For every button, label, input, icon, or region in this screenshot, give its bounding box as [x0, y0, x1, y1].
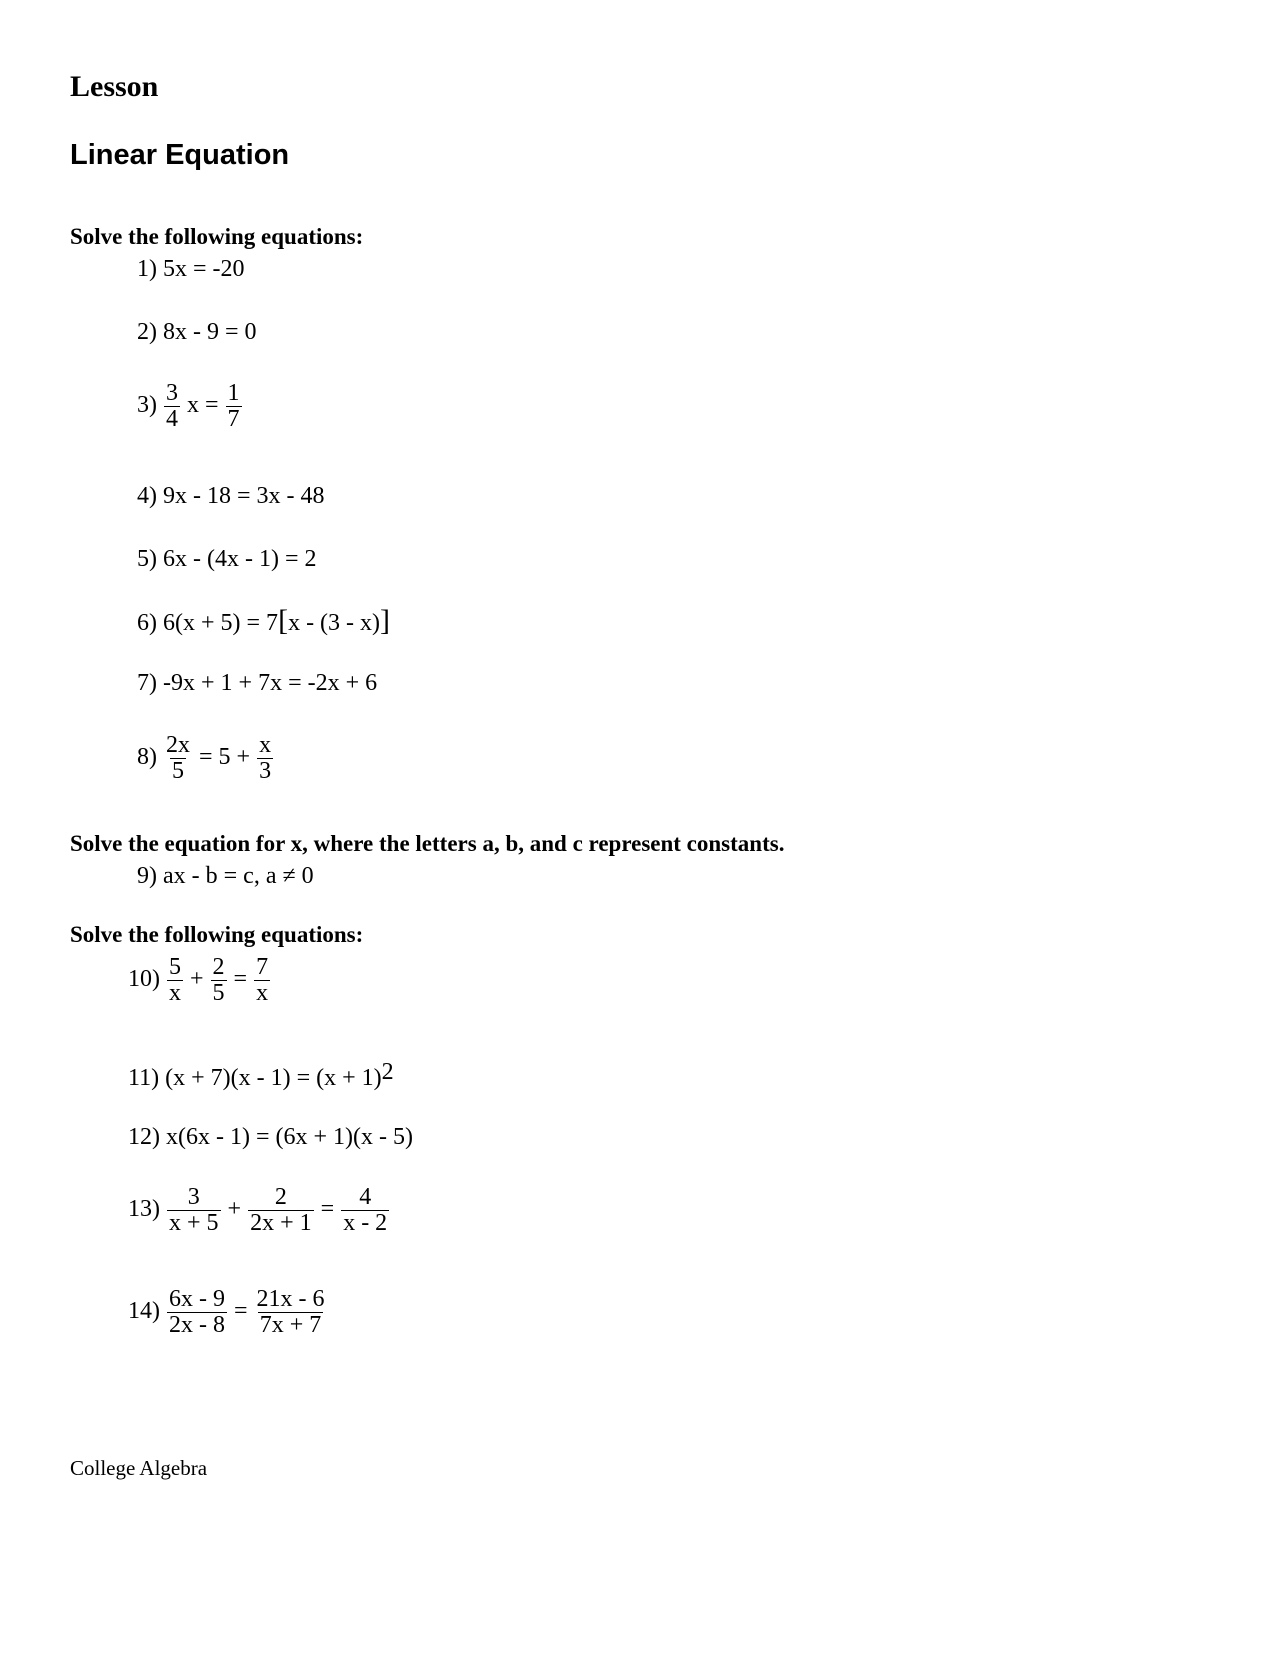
problem-number: 3)	[137, 392, 157, 419]
fraction: $\frac{6x - 9}{2x - 8}$	[169, 1286, 225, 1339]
problem-9	[137, 863, 314, 890]
equation-text: -9x + 1 + 7x = -2x + 6	[163, 670, 378, 696]
equation-text: = 5 +	[199, 744, 251, 771]
fraction: $\frac{4}{x - 2}$	[343, 1184, 388, 1237]
problem-11	[128, 1059, 394, 1092]
problem-number: 8)	[137, 744, 157, 771]
equation-text: (x + 7)(x - 1) = (x + 1)	[165, 1065, 382, 1091]
problem-6	[137, 604, 390, 638]
instruction-1: Solve the following equations:	[70, 224, 364, 249]
exponent: 2	[381, 1059, 394, 1085]
equation-text: 8x - 9 = 0	[163, 319, 257, 345]
problem-number: 6)	[137, 610, 157, 636]
operator: =	[234, 1298, 248, 1325]
problem-number: 7)	[137, 670, 157, 696]
problem-1	[137, 256, 245, 283]
footer-text: College Algebra	[70, 1456, 208, 1480]
problem-number: 11)	[128, 1065, 160, 1091]
problem-number: 4)	[137, 483, 157, 509]
problem-4	[137, 483, 325, 510]
instruction-3: Solve the following equations:	[70, 922, 364, 947]
operator: +	[190, 966, 204, 993]
fraction: $\frac{x}{3}$	[259, 732, 272, 785]
problem-number: 5)	[137, 546, 157, 572]
equation-text: 6x - (4x - 1) = 2	[163, 546, 317, 572]
problem-number: 9)	[137, 863, 157, 889]
left-bracket: [	[278, 604, 289, 637]
fraction: $\frac{1}{7}$	[227, 380, 240, 433]
fraction: $\frac{2x}{5}$	[166, 732, 190, 785]
problem-13	[128, 1185, 390, 1236]
problem-8	[137, 733, 274, 784]
problem-number: 1)	[137, 256, 157, 282]
problem-2	[137, 319, 257, 346]
right-bracket: ]	[380, 604, 391, 637]
page-title: Linear Equation	[70, 139, 290, 171]
problem-3	[137, 381, 243, 432]
equation-text: x - (3 - x)	[288, 610, 381, 636]
problem-14	[128, 1287, 328, 1338]
problem-5	[137, 546, 317, 573]
problem-7	[137, 670, 377, 697]
operator: =	[233, 966, 248, 993]
equation-text: x(6x - 1) = (6x + 1)(x - 5)	[166, 1124, 414, 1150]
equation-text: 6(x + 5) = 7	[163, 610, 279, 636]
problem-number: 12)	[128, 1124, 160, 1150]
equation-text: ax - b = c, a ≠ 0	[163, 863, 314, 889]
fraction: $\frac{2}{2x + 1}$	[250, 1184, 312, 1237]
problem-number: 14)	[128, 1298, 160, 1325]
fraction: $\frac{2}{5}$	[212, 954, 225, 1007]
operator: =	[320, 1196, 335, 1223]
problem-10	[128, 955, 271, 1006]
lesson-label: Lesson	[70, 70, 159, 103]
problem-number: 2)	[137, 319, 157, 345]
fraction: $\frac{5}{x}$	[169, 954, 181, 1007]
problem-number: 10)	[128, 966, 160, 993]
fraction: $\frac{3}{x + 5}$	[169, 1184, 219, 1237]
fraction: $\frac{21x - 6}{7x + 7}$	[256, 1286, 325, 1339]
operator: +	[227, 1196, 242, 1223]
problem-number: 13)	[128, 1196, 160, 1223]
equation-text: x =	[187, 392, 219, 419]
problem-12	[128, 1124, 413, 1151]
equation-text: 9x - 18 = 3x - 48	[163, 483, 325, 509]
fraction: $\frac{7}{x}$	[256, 954, 269, 1007]
equation-text: 5x = -20	[163, 256, 245, 282]
fraction: $\frac{3}{4}$	[166, 380, 178, 433]
instruction-2: Solve the equation for x, where the letters a, b, and c represent constants.	[70, 831, 785, 856]
